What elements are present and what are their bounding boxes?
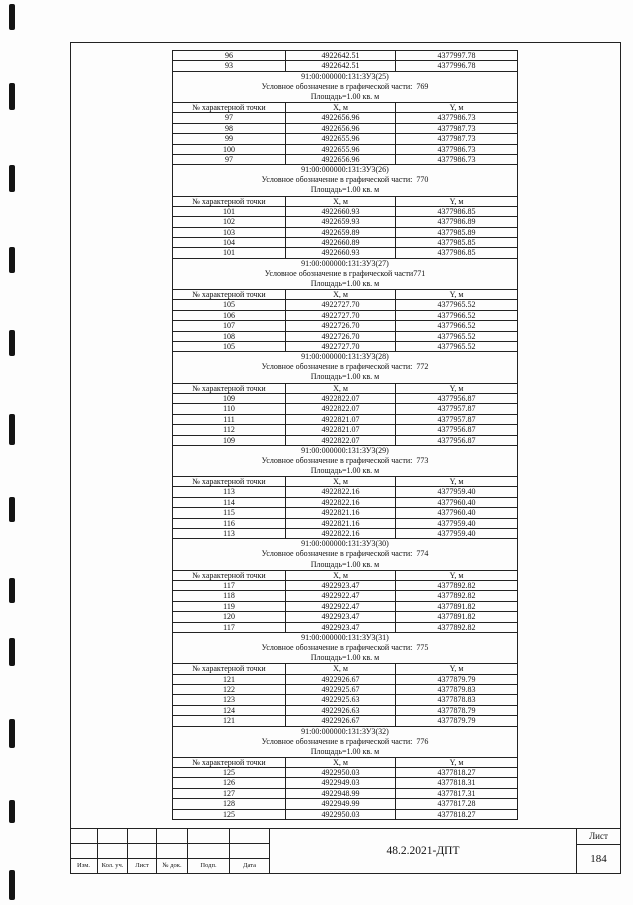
table-row — [173, 623, 517, 633]
x-coordinate-cell: 4922659.93 — [286, 217, 396, 226]
x-coordinate-cell: 4922948.99 — [286, 789, 396, 798]
point-number-cell: 121 — [173, 675, 286, 684]
x-coordinate-cell: 4922659.89 — [286, 228, 396, 237]
y-coordinate-cell: 4377891.82 — [437, 601, 476, 611]
column-header-y: Y, м — [449, 570, 464, 580]
parcel-cadastral-code: 91:00:000000:131:ЗУ3(25) — [301, 71, 389, 81]
point-number-cell: 122 — [173, 685, 286, 694]
table-header-row — [173, 664, 517, 674]
y-coordinate-cell: 4377959.40 — [437, 487, 476, 497]
parcel-legend-label: Условное обозначение в графической части: 776 — [261, 736, 429, 746]
table-row — [173, 487, 517, 497]
y-coordinate-cell: 4377960.40 — [437, 497, 476, 507]
parcel-section — [173, 539, 517, 633]
table-row — [173, 415, 517, 425]
coordinates-table — [172, 50, 518, 820]
y-coordinate-cell: 4377987.73 — [437, 134, 476, 144]
point-number-cell: 117 — [173, 581, 286, 590]
parcel-header — [173, 539, 517, 570]
parcel-section — [173, 727, 517, 821]
point-number-cell: 120 — [173, 612, 286, 621]
x-coordinate-cell: 4922926.63 — [286, 706, 396, 715]
y-coordinate-cell: 4377997.78 — [437, 51, 476, 60]
table-row — [173, 591, 517, 601]
column-header-x: X, м — [286, 477, 396, 486]
point-number-cell: 104 — [173, 238, 286, 247]
table-header-row — [173, 103, 517, 113]
point-number-cell: 96 — [173, 51, 286, 60]
table-header-row — [173, 384, 517, 394]
y-coordinate-cell: 4377956.87 — [437, 393, 476, 403]
binding-mark — [9, 638, 15, 666]
table-row — [173, 602, 517, 612]
point-number-cell: 119 — [173, 602, 286, 611]
revision-label-change: Изм. — [70, 859, 98, 874]
x-coordinate-cell: 4922923.47 — [286, 623, 396, 632]
x-coordinate-cell: 4922726.70 — [286, 332, 396, 341]
point-number-cell: 101 — [173, 207, 286, 216]
revision-grid — [70, 829, 270, 874]
column-header-point: № характерной точки — [173, 664, 286, 673]
parcel-area: Площадь=1.00 кв. м — [310, 653, 380, 663]
y-coordinate-cell: 4377986.85 — [437, 248, 476, 258]
column-header-y: Y, м — [449, 477, 464, 487]
y-coordinate-cell: 4377987.73 — [437, 123, 476, 133]
revision-cell — [98, 829, 128, 844]
x-coordinate-cell: 4922822.16 — [286, 529, 396, 538]
x-coordinate-cell: 4922950.03 — [286, 810, 396, 819]
y-coordinate-cell: 4377818.27 — [437, 809, 476, 819]
point-number-cell: 93 — [173, 61, 286, 70]
column-header-point: № характерной точки — [173, 384, 286, 393]
point-number-cell: 111 — [173, 415, 286, 424]
table-row — [173, 778, 517, 788]
table-row — [173, 706, 517, 716]
parcel-header — [173, 259, 517, 290]
parcel-legend-label: Условное обозначение в графической части: 770 — [261, 175, 429, 185]
table-row — [173, 425, 517, 435]
parcel-header — [173, 633, 517, 664]
table-row — [173, 685, 517, 695]
y-coordinate-cell: 4377956.87 — [437, 425, 476, 435]
x-coordinate-cell: 4922660.93 — [286, 248, 396, 257]
x-coordinate-cell: 4922925.63 — [286, 695, 396, 704]
column-header-x: X, м — [286, 103, 396, 112]
point-number-cell: 115 — [173, 508, 286, 517]
revision-cell — [98, 844, 128, 859]
table-row — [173, 581, 517, 591]
column-header-x: X, м — [286, 197, 396, 206]
revision-cell — [128, 844, 157, 859]
parcel-area: Площадь=1.00 кв. м — [310, 746, 380, 756]
y-coordinate-cell: 4377892.82 — [437, 591, 476, 601]
point-number-cell: 114 — [173, 498, 286, 507]
point-number-cell: 110 — [173, 404, 286, 413]
x-coordinate-cell: 4922821.07 — [286, 425, 396, 434]
sheet-label: Лист — [577, 829, 620, 845]
point-number-cell: 105 — [173, 342, 286, 351]
table-row — [173, 134, 517, 144]
y-coordinate-cell: 4377985.85 — [437, 238, 476, 248]
point-number-cell: 113 — [173, 529, 286, 538]
point-number-cell: 102 — [173, 217, 286, 226]
y-coordinate-cell: 4377959.40 — [437, 518, 476, 528]
table-row — [173, 332, 517, 342]
table-row — [173, 145, 517, 155]
table-row — [173, 311, 517, 321]
point-number-cell: 108 — [173, 332, 286, 341]
column-header-y: Y, м — [449, 290, 464, 300]
table-row — [173, 51, 517, 61]
y-coordinate-cell: 4377817.28 — [437, 799, 476, 809]
binding-mark — [9, 578, 15, 603]
table-row — [173, 394, 517, 404]
y-coordinate-cell: 4377959.40 — [437, 529, 476, 539]
x-coordinate-cell: 4922642.51 — [286, 51, 396, 60]
column-header-point: № характерной точки — [173, 103, 286, 112]
x-coordinate-cell: 4922656.96 — [286, 155, 396, 164]
column-header-y: Y, м — [449, 196, 464, 206]
binding-mark — [9, 870, 15, 900]
table-row — [173, 238, 517, 248]
y-coordinate-cell: 4377879.79 — [437, 716, 476, 726]
point-number-cell: 101 — [173, 248, 286, 257]
y-coordinate-cell: 4377996.78 — [437, 61, 476, 71]
y-coordinate-cell: 4377985.89 — [437, 227, 476, 237]
x-coordinate-cell: 4922950.03 — [286, 768, 396, 777]
x-coordinate-cell: 4922949.99 — [286, 799, 396, 808]
table-header-row — [173, 290, 517, 300]
x-coordinate-cell: 4922821.16 — [286, 519, 396, 528]
x-coordinate-cell: 4922727.70 — [286, 300, 396, 309]
parcel-legend-label: Условное обозначение в графической части: 769 — [261, 81, 429, 91]
parcel-area: Площадь=1.00 кв. м — [310, 466, 380, 475]
column-header-point: № характерной точки — [173, 197, 286, 206]
x-coordinate-cell: 4922656.96 — [286, 124, 396, 133]
y-coordinate-cell: 4377879.79 — [437, 674, 476, 684]
parcel-header — [173, 727, 517, 758]
revision-cell — [128, 829, 157, 844]
binding-mark — [9, 83, 15, 110]
x-coordinate-cell: 4922660.93 — [286, 207, 396, 216]
x-coordinate-cell: 4922821.07 — [286, 415, 396, 424]
table-row — [173, 508, 517, 518]
y-coordinate-cell: 4377956.87 — [437, 435, 476, 445]
y-coordinate-cell: 4377891.82 — [437, 612, 476, 622]
point-number-cell: 98 — [173, 124, 286, 133]
x-coordinate-cell: 4922655.96 — [286, 134, 396, 143]
point-number-cell: 109 — [173, 436, 286, 445]
point-number-cell: 123 — [173, 695, 286, 704]
x-coordinate-cell: 4922923.47 — [286, 581, 396, 590]
point-number-cell: 124 — [173, 706, 286, 715]
point-number-cell: 128 — [173, 799, 286, 808]
point-number-cell: 105 — [173, 300, 286, 309]
binding-mark — [9, 165, 15, 192]
x-coordinate-cell: 4922655.96 — [286, 145, 396, 154]
binding-mark — [9, 247, 15, 273]
y-coordinate-cell: 4377986.73 — [437, 113, 476, 123]
x-coordinate-cell: 4922822.07 — [286, 404, 396, 413]
sheet-box — [577, 829, 620, 874]
table-row — [173, 612, 517, 622]
table-row — [173, 228, 517, 238]
binding-mark — [9, 719, 15, 748]
table-row — [173, 436, 517, 446]
parcel-cadastral-code: 91:00:000000:131:ЗУ3(32) — [301, 726, 389, 736]
parcel-legend-label: Условное обозначение в графической части771 — [264, 268, 426, 278]
point-number-cell: 121 — [173, 716, 286, 725]
revision-label-doc-number: № док. — [157, 859, 188, 874]
table-row — [173, 716, 517, 726]
table-header-row — [173, 197, 517, 207]
revision-label-date: Дата — [230, 859, 270, 874]
y-coordinate-cell: 4377986.73 — [437, 144, 476, 154]
table-row — [173, 217, 517, 227]
binding-mark — [9, 497, 15, 522]
point-number-cell: 106 — [173, 311, 286, 320]
column-header-x: X, м — [286, 571, 396, 580]
x-coordinate-cell: 4922822.16 — [286, 487, 396, 496]
y-coordinate-cell: 4377965.52 — [437, 300, 476, 310]
point-number-cell: 97 — [173, 113, 286, 122]
table-row — [173, 300, 517, 310]
x-coordinate-cell: 4922822.16 — [286, 498, 396, 507]
y-coordinate-cell: 4377957.87 — [437, 414, 476, 424]
point-number-cell: 103 — [173, 228, 286, 237]
x-coordinate-cell: 4922926.67 — [286, 716, 396, 725]
revision-label-signature: Подп. — [188, 859, 230, 874]
parcel-header — [173, 165, 517, 196]
sheet-number: 184 — [590, 853, 607, 865]
x-coordinate-cell: 4922822.07 — [286, 394, 396, 403]
title-block — [70, 828, 621, 874]
y-coordinate-cell: 4377965.52 — [437, 341, 476, 351]
parcel-cadastral-code: 91:00:000000:131:ЗУ3(26) — [301, 165, 389, 175]
parcel-legend-label: Условное обозначение в графической части: 775 — [261, 643, 429, 653]
table-row — [173, 799, 517, 809]
x-coordinate-cell: 4922922.47 — [286, 602, 396, 611]
y-coordinate-cell: 4377957.87 — [437, 404, 476, 414]
x-coordinate-cell: 4922726.70 — [286, 321, 396, 330]
column-header-point: № характерной точки — [173, 571, 286, 580]
binding-mark — [9, 414, 15, 445]
parcel-section — [173, 165, 517, 259]
revision-label-sheet: Лист — [128, 859, 157, 874]
point-number-cell: 118 — [173, 591, 286, 600]
parcel-area: Площадь=1.00 кв. м — [310, 372, 380, 382]
column-header-x: X, м — [286, 384, 396, 393]
parcel-area: Площадь=1.00 кв. м — [310, 185, 380, 195]
point-number-cell: 127 — [173, 789, 286, 798]
point-number-cell: 109 — [173, 394, 286, 403]
point-number-cell: 112 — [173, 425, 286, 434]
revision-cell — [157, 844, 188, 859]
point-number-cell: 125 — [173, 768, 286, 777]
parcel-legend-label: Условное обозначение в графической части: 772 — [261, 362, 429, 372]
x-coordinate-cell: 4922822.07 — [286, 436, 396, 445]
x-coordinate-cell: 4922926.67 — [286, 675, 396, 684]
parcel-cadastral-code: 91:00:000000:131:ЗУ3(30) — [301, 539, 389, 549]
y-coordinate-cell: 4377878.79 — [437, 705, 476, 715]
y-coordinate-cell: 4377966.52 — [437, 310, 476, 320]
table-row — [173, 519, 517, 529]
y-coordinate-cell: 4377892.82 — [437, 622, 476, 632]
column-header-x: X, м — [286, 664, 396, 673]
column-header-x: X, м — [286, 758, 396, 767]
column-header-point: № характерной точки — [173, 290, 286, 299]
table-header-row — [173, 571, 517, 581]
y-coordinate-cell: 4377966.52 — [437, 321, 476, 331]
column-header-y: Y, м — [449, 664, 464, 674]
y-coordinate-cell: 4377817.31 — [437, 788, 476, 798]
parcel-cadastral-code: 91:00:000000:131:ЗУ3(29) — [301, 445, 389, 455]
table-row — [173, 342, 517, 352]
table-header-row — [173, 758, 517, 768]
revision-cell — [230, 829, 270, 844]
y-coordinate-cell: 4377892.82 — [437, 581, 476, 591]
parcel-section — [173, 259, 517, 353]
parcel-section — [173, 72, 517, 166]
parcel-section — [173, 446, 517, 540]
point-number-cell: 97 — [173, 155, 286, 164]
x-coordinate-cell: 4922660.89 — [286, 238, 396, 247]
parcel-header — [173, 72, 517, 103]
point-number-cell: 125 — [173, 810, 286, 819]
y-coordinate-cell: 4377986.89 — [437, 217, 476, 227]
table-row — [173, 124, 517, 134]
point-number-cell: 116 — [173, 519, 286, 528]
binding-mark — [9, 800, 15, 823]
point-number-cell: 117 — [173, 623, 286, 632]
y-coordinate-cell: 4377960.40 — [437, 508, 476, 518]
table-header-row — [173, 477, 517, 487]
parcel-header — [173, 352, 517, 383]
column-header-y: Y, м — [449, 383, 464, 393]
table-row — [173, 248, 517, 258]
table-row — [173, 321, 517, 331]
revision-cell — [230, 844, 270, 859]
table-row — [173, 113, 517, 123]
point-number-cell: 99 — [173, 134, 286, 143]
y-coordinate-cell: 4377818.31 — [437, 778, 476, 788]
table-row — [173, 810, 517, 820]
binding-mark — [9, 330, 15, 356]
x-coordinate-cell: 4922727.70 — [286, 342, 396, 351]
x-coordinate-cell: 4922727.70 — [286, 311, 396, 320]
column-header-y: Y, м — [449, 102, 464, 112]
table-row — [173, 695, 517, 705]
column-header-point: № характерной точки — [173, 758, 286, 767]
table-row — [173, 498, 517, 508]
parcel-section — [173, 352, 517, 446]
y-coordinate-cell: 4377986.73 — [437, 154, 476, 164]
x-coordinate-cell: 4922922.47 — [286, 591, 396, 600]
y-coordinate-cell: 4377818.27 — [437, 768, 476, 778]
table-row — [173, 789, 517, 799]
parcel-legend-label: Условное обозначение в графической части: 773 — [261, 455, 429, 465]
parcel-header — [173, 446, 517, 477]
revision-cell — [157, 829, 188, 844]
parcel-section — [173, 633, 517, 727]
point-number-cell: 100 — [173, 145, 286, 154]
x-coordinate-cell: 4922925.67 — [286, 685, 396, 694]
x-coordinate-cell: 4922642.51 — [286, 61, 396, 70]
parcel-area: Площадь=1.00 кв. м — [310, 278, 380, 288]
column-header-point: № характерной точки — [173, 477, 286, 486]
parcel-legend-label: Условное обозначение в графической части: 774 — [261, 549, 429, 559]
x-coordinate-cell: 4922949.03 — [286, 778, 396, 787]
table-row — [173, 768, 517, 778]
table-row — [173, 675, 517, 685]
y-coordinate-cell: 4377879.83 — [437, 684, 476, 694]
table-row — [173, 404, 517, 414]
x-coordinate-cell: 4922656.96 — [286, 113, 396, 122]
parcel-area: Площадь=1.00 кв. м — [310, 91, 380, 101]
table-row — [173, 529, 517, 539]
point-number-cell: 113 — [173, 487, 286, 496]
table-row — [173, 207, 517, 217]
x-coordinate-cell: 4922923.47 — [286, 612, 396, 621]
x-coordinate-cell: 4922821.16 — [286, 508, 396, 517]
document-code: 48.2.2021-ДПТ — [270, 829, 577, 874]
binding-mark — [9, 4, 15, 30]
table-row — [173, 61, 517, 71]
parcel-cadastral-code: 91:00:000000:131:ЗУ3(27) — [301, 258, 389, 268]
revision-cell — [188, 829, 230, 844]
revision-cell — [188, 844, 230, 859]
point-number-cell: 126 — [173, 778, 286, 787]
y-coordinate-cell: 4377986.85 — [437, 206, 476, 216]
parcel-cadastral-code: 91:00:000000:131:ЗУ3(28) — [301, 352, 389, 362]
parcel-cadastral-code: 91:00:000000:131:ЗУ3(31) — [301, 632, 389, 642]
y-coordinate-cell: 4377878.83 — [437, 695, 476, 705]
point-number-cell: 107 — [173, 321, 286, 330]
revision-label-count: Кол. уч. — [98, 859, 128, 874]
revision-cell — [70, 829, 98, 844]
revision-cell — [70, 844, 98, 859]
y-coordinate-cell: 4377965.52 — [437, 331, 476, 341]
table-row — [173, 155, 517, 165]
column-header-x: X, м — [286, 290, 396, 299]
column-header-y: Y, м — [449, 757, 464, 767]
parcel-area: Площадь=1.00 кв. м — [310, 559, 380, 569]
